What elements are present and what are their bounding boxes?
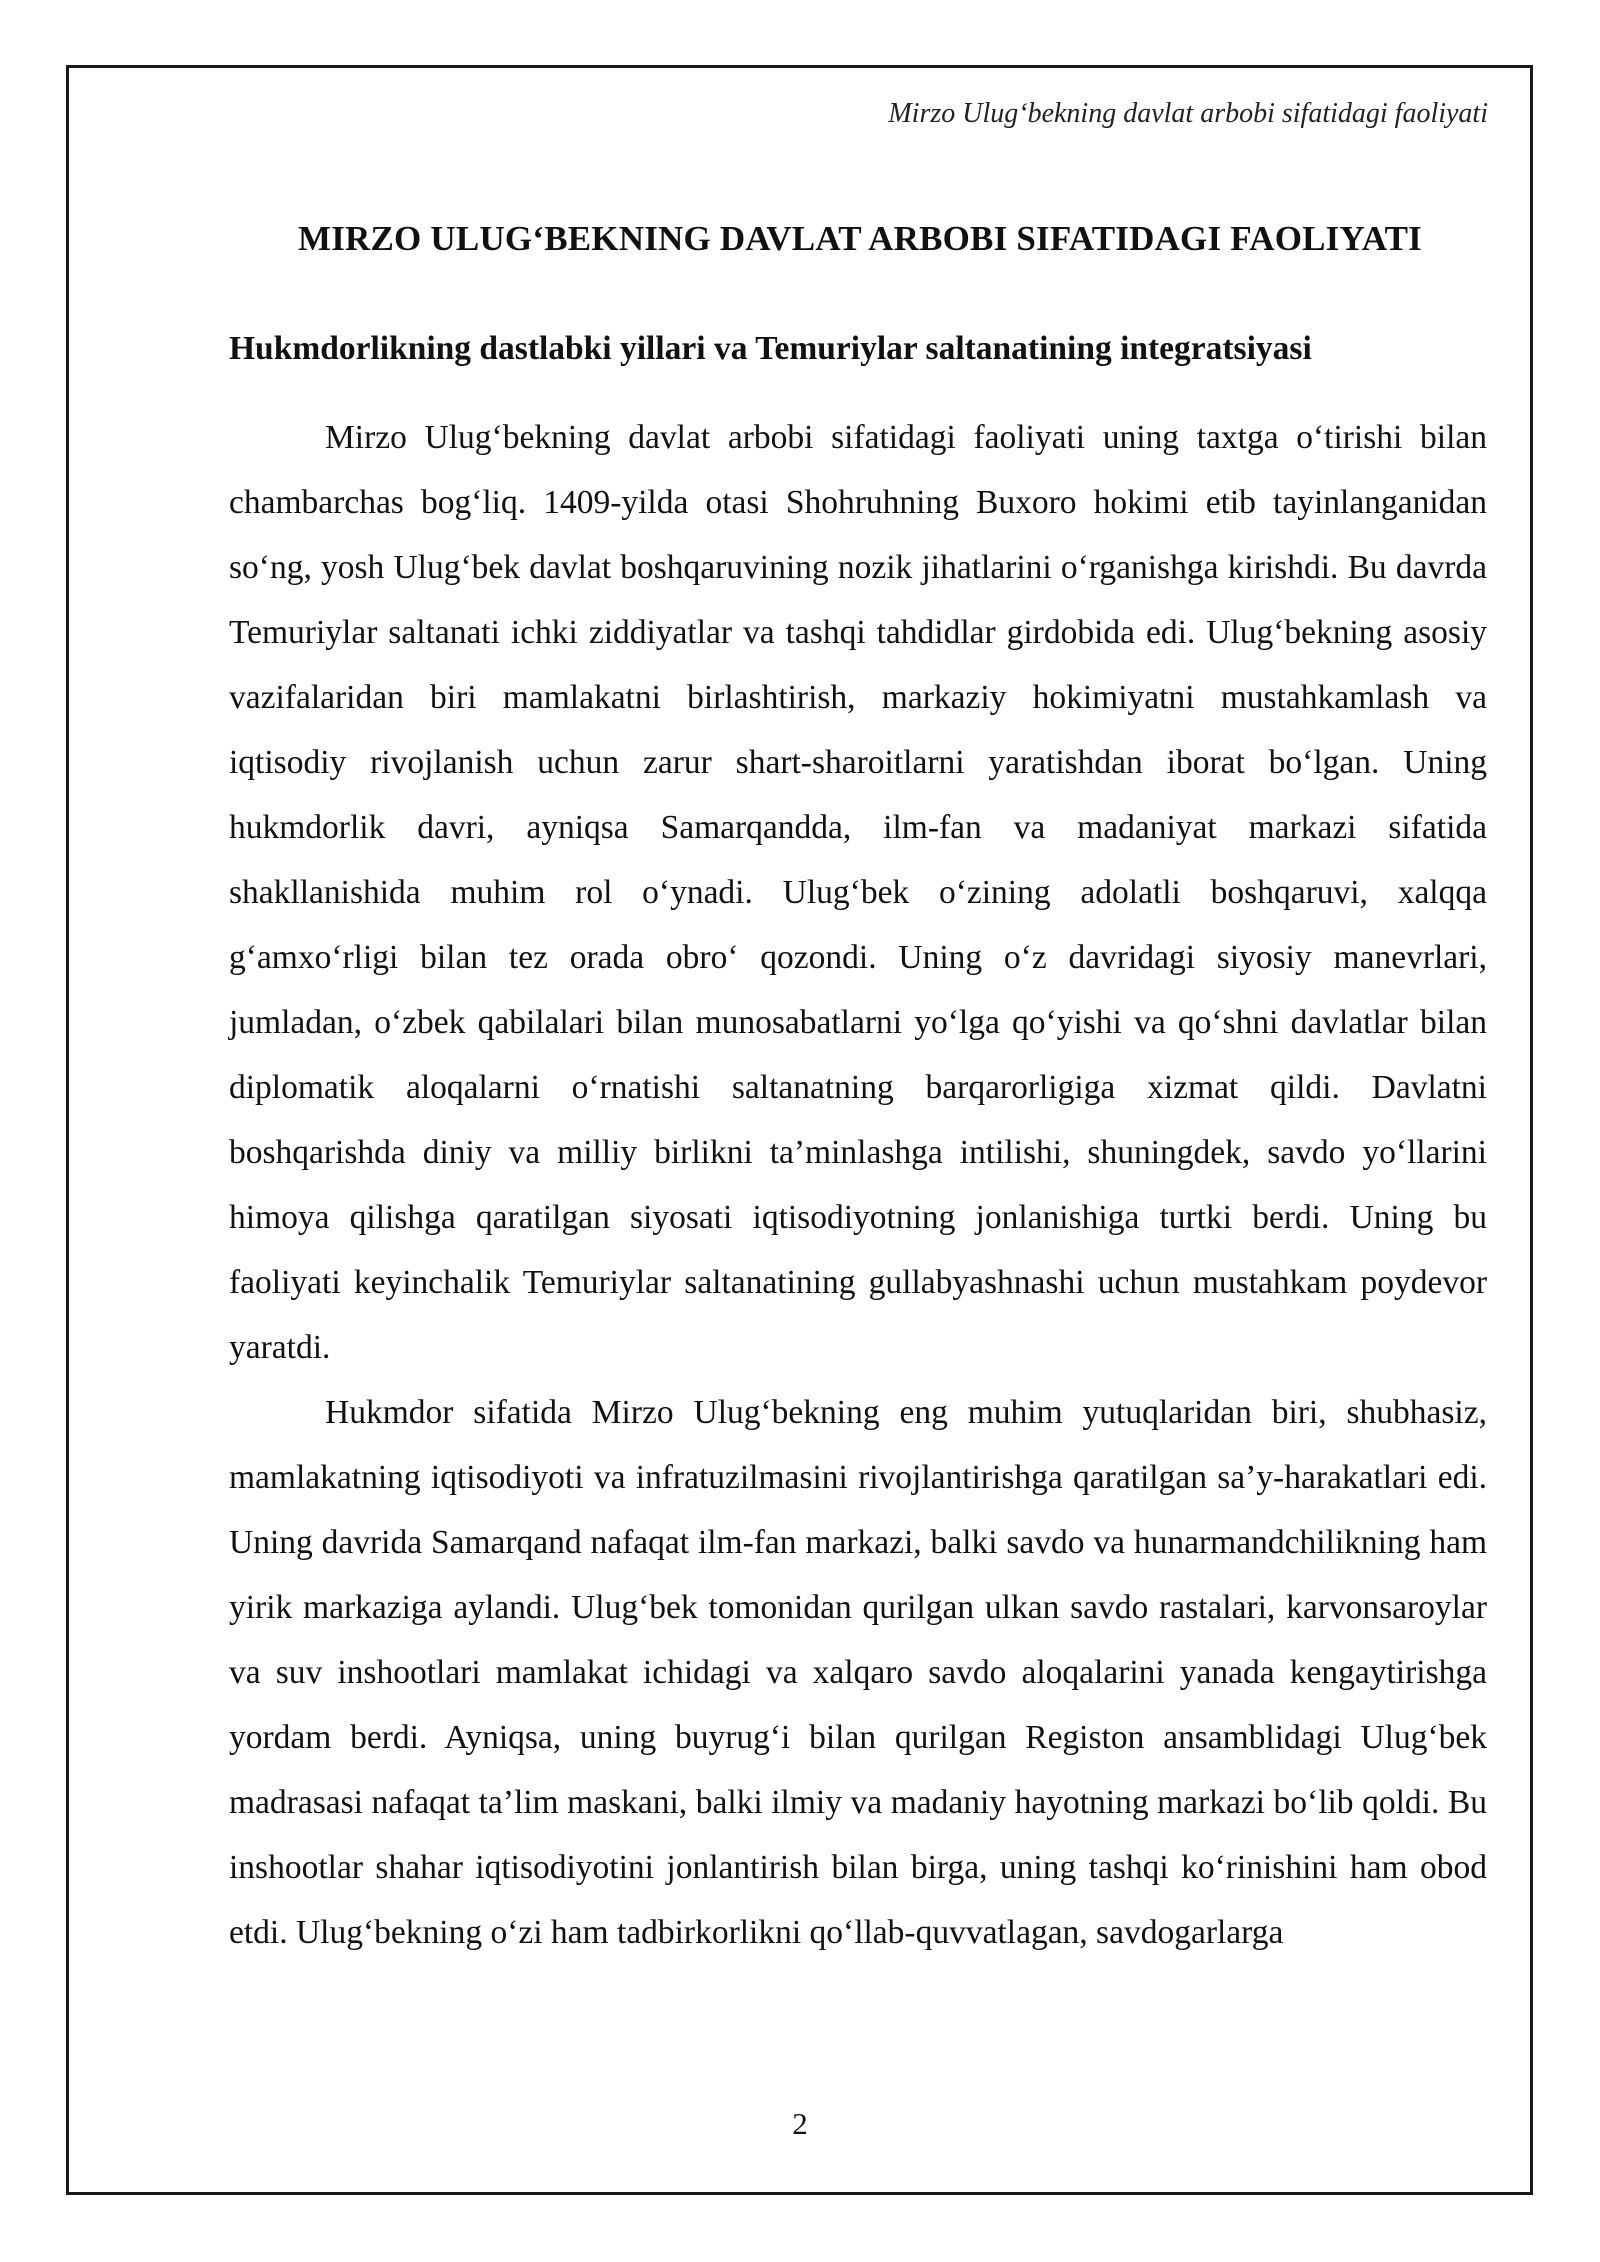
paragraph-2: Hukmdor sifatida Mirzo Ulug‘bekning eng muhim yutuqlaridan biri, shubhasiz, mamlakatning iqtisodiyoti va infratuzilmasini rivojlantirishga qaratilgan sa’y-harakatlari edi. Uning davrida Samarqand nafaqat ilm-fan markazi, balki savdo va hunarmandchilikning ham yirik markaziga aylandi. Ulug‘bek tomonidan qurilgan ulkan savdo rastalari, karvonsaroylar va suv inshootlari mamlakat ichidagi va xalqaro savdo aloqalarini yanada kengaytirishga yordam berdi. Ayniqsa, uning buyrug‘i bilan qurilgan Registon ansamblidagi Ulug‘bek madrasasi nafaqat ta’lim maskani, balki ilmiy va madaniy hayotning markazi bo‘lib qoldi. Bu inshootlar shahar iqtisodiyotini jonlantirish bilan birga, uning tashqi ko‘rinishini ham obod etdi. Ulug‘bekning o‘zi ham tadbirkorlikni qo‘llab-quvvatlagan, savdogarlarga	[229, 1394, 1487, 1951]
document-title: MIRZO ULUG‘BEKNING DAVLAT ARBOBI SIFATIDAGI FAOLIYATI	[297, 219, 1422, 258]
paragraph-1: Mirzo Ulug‘bekning davlat arbobi sifatidagi faoliyati uning taxtga o‘tirishi bilan chambarchas bog‘liq. 1409-yilda otasi Shohruhning Buxoro hokimi etib tayinlanganidan so‘ng, yosh Ulug‘bek davlat boshqaruvining nozik jihatlarini o‘rganishga kirishdi. Bu davrda Temuriylar saltanati ichki ziddiyatlar va tashqi tahdidlar girdobida edi. Ulug‘bekning asosiy vazifalaridan biri mamlakatni birlashtirish, markaziy hokimiyatni mustahkamlash va iqtisodiy rivojlanish uchun zarur shart-sharoitlarni yaratishdan iborat bo‘lgan. Uning hukmdorlik davri, ayniqsa Samarqandda, ilm-fan va madaniyat markazi sifatida shakllanishida muhim rol o‘ynadi. Ulug‘bek o‘zining adolatli boshqaruvi, xalqqa g‘amxo‘rligi bilan tez orada obro‘ qozondi. Uning o‘z davridagi siyosiy manevrlari, jumladan, o‘zbek qabilalari bilan munosabatlarni yo‘lga qo‘yishi va qo‘shni davlatlar bilan diplomatik aloqalarni o‘rnatishi saltanatning barqarorligiga xizmat qildi. Davlatni boshqarishda diniy va milliy birlikni ta’minlashga intilishi, shuningdek, savdo yo‘llarini himoya qilishga qaratilgan siyosati iqtisodiyotning jonlanishiga turtki berdi. Uning bu faoliyati keyinchalik Temuriylar saltanatining gullabyashnashi uchun mustahkam poydevor yaratdi.	[229, 419, 1487, 1366]
section-heading: Hukmdorlikning dastlabki yillari va Temuriylar saltanatining integratsiyasi	[229, 330, 1312, 367]
page-number: 2	[792, 2106, 808, 2141]
running-header: Mirzo Ulug‘bekning davlat arbobi sifatidagi faoliyati	[888, 98, 1488, 129]
body-text	[229, 405, 1487, 1965]
